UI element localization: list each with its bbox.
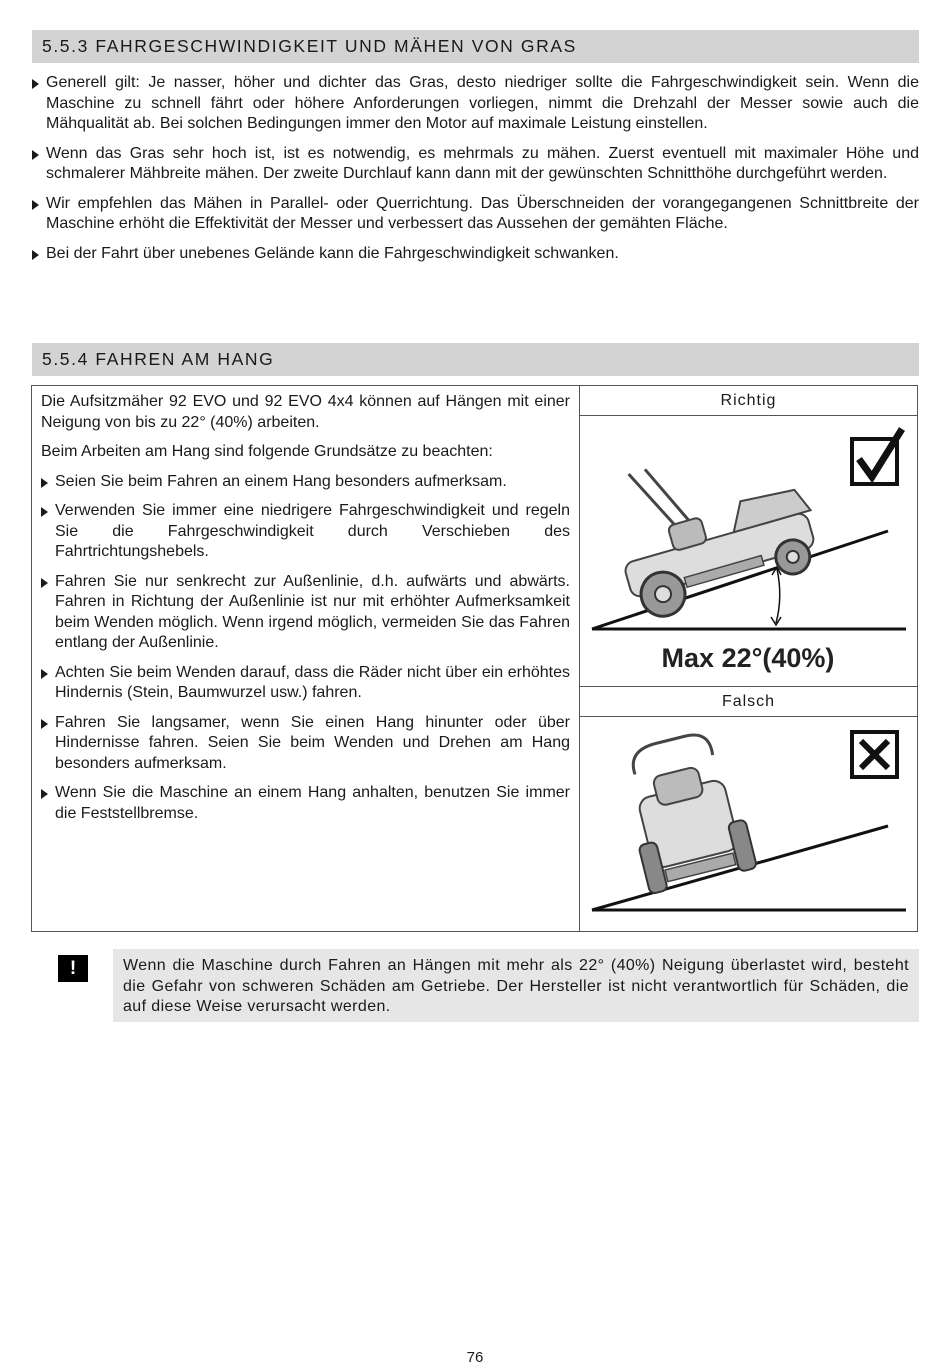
warning-note: Wenn die Maschine durch Fahren an Hängen mit mehr als 22° (40%) Neigung überlastet wird, besteht die Gefahr von schweren Schäden am Getriebe. Der Hersteller ist nicht verantwortlich für Schäden, die auf diese Weise verursacht werden. bbox=[113, 949, 919, 1022]
bullet-text: Fahren Sie langsamer, wenn Sie einen Hang hinunter oder über Hindernisse fahren. Seien Sie beim Wenden und Drehen am Hang besonders aufmerksam. bbox=[55, 713, 570, 772]
bullet-arrow-icon bbox=[32, 200, 39, 210]
slope-intro-text: Die Aufsitzmäher 92 EVO und 92 EVO 4x4 können auf Hängen mit einer Neigung von bis zu 22° (40%) arbeiten. bbox=[41, 393, 570, 431]
list-item bbox=[32, 144, 919, 185]
tractor-icon bbox=[600, 429, 828, 624]
list-item bbox=[32, 244, 919, 265]
wrong-slope-illustration bbox=[580, 718, 917, 931]
slope-instructions-cell bbox=[32, 386, 580, 931]
page-number: 76 bbox=[466, 1349, 484, 1366]
slope-principles-text: Beim Arbeiten am Hang sind folgende Grundsätze zu beachten: bbox=[41, 443, 493, 460]
cross-icon bbox=[852, 732, 897, 777]
bullet-arrow-icon bbox=[41, 478, 48, 488]
correct-slope-illustration bbox=[580, 417, 917, 685]
list-item bbox=[41, 572, 570, 654]
bullet-text: Wir empfehlen das Mähen in Parallel- oder Querrichtung. Das Überschneiden der vorangegangenen Schnittbreite der Maschine erhöht die Effektivität der Messer und verbessert das Aussehen der gemähten Fläche. bbox=[46, 194, 919, 232]
bullet-arrow-icon bbox=[32, 150, 39, 160]
slope-illustrations-cell bbox=[580, 386, 917, 931]
bullet-text: Fahren Sie nur senkrecht zur Außenlinie, d.h. aufwärts und abwärts. Fahren in Richtung der Außenlinie ist nur mit erhöhter Aufmerksamkeit beim Wenden möglich. Wenn irgend möglich, vermeiden Sie das Fahren entlang der Außenlinie. bbox=[55, 572, 570, 651]
section-title-slope-driving: 5.5.4 FAHREN AM HANG bbox=[32, 343, 919, 376]
checkmark-icon bbox=[852, 429, 902, 484]
speed-mowing-bullet-list bbox=[32, 73, 919, 273]
bullet-arrow-icon bbox=[32, 79, 39, 89]
list-item bbox=[41, 472, 570, 493]
warning-icon: ! bbox=[58, 955, 88, 982]
bullet-arrow-icon bbox=[41, 669, 48, 679]
list-item bbox=[32, 194, 919, 235]
label-wrong: Falsch bbox=[580, 686, 917, 717]
bullet-text: Seien Sie beim Fahren an einem Hang besonders aufmerksam. bbox=[55, 472, 507, 490]
list-item bbox=[41, 663, 570, 704]
bullet-arrow-icon bbox=[41, 578, 48, 588]
bullet-arrow-icon bbox=[32, 250, 39, 260]
bullet-text: Wenn Sie die Maschine an einem Hang anhalten, benutzen Sie immer die Feststellbremse. bbox=[55, 784, 570, 822]
bullet-arrow-icon bbox=[41, 719, 48, 729]
bullet-text: Bei der Fahrt über unebenes Gelände kann die Fahrgeschwindigkeit schwanken. bbox=[46, 244, 619, 262]
list-item bbox=[41, 501, 570, 563]
slope-table bbox=[31, 385, 918, 932]
list-item bbox=[41, 783, 570, 824]
bullet-arrow-icon bbox=[41, 507, 48, 517]
bullet-text: Verwenden Sie immer eine niedrigere Fahrgeschwindigkeit und regeln Sie die Fahrgeschwindigkeit durch Verschieben des Fahrtrichtungshebels. bbox=[55, 502, 570, 560]
bullet-text: Achten Sie beim Wenden darauf, dass die Räder nicht über ein erhöhtes Hindernis (Stein, Baumwurzel usw.) fahren. bbox=[55, 663, 570, 701]
bullet-arrow-icon bbox=[41, 789, 48, 799]
max-slope-label: Max 22°(40%) bbox=[661, 643, 835, 673]
list-item bbox=[32, 73, 919, 135]
list-item bbox=[41, 713, 570, 775]
section-title-speed-mowing: 5.5.3 FAHRGESCHWINDIGKEIT UND MÄHEN VON GRAS bbox=[32, 30, 919, 63]
bullet-text: Wenn das Gras sehr hoch ist, ist es notwendig, es mehrmals zu mähen. Zuerst eventuell mit maximaler Höhe und schmalerer Mähbreite mähen. Der zweite Durchlauf kann dann mit der gewünschten Schnitthöhe durchgeführt werden. bbox=[46, 144, 919, 182]
bullet-text: Generell gilt: Je nasser, höher und dichter das Gras, desto niedriger sollte die Fahrgeschwindigkeit sein. Wenn die Maschine zu schnell fährt oder höhere Anforderungen vorliegen, nimmt die Drehzahl der Messer sowie auch die Mähqualität ab. Bei solchen Bedingungen immer den Motor auf maximale Leistung einstellen. bbox=[46, 74, 919, 132]
label-correct: Richtig bbox=[580, 386, 917, 416]
